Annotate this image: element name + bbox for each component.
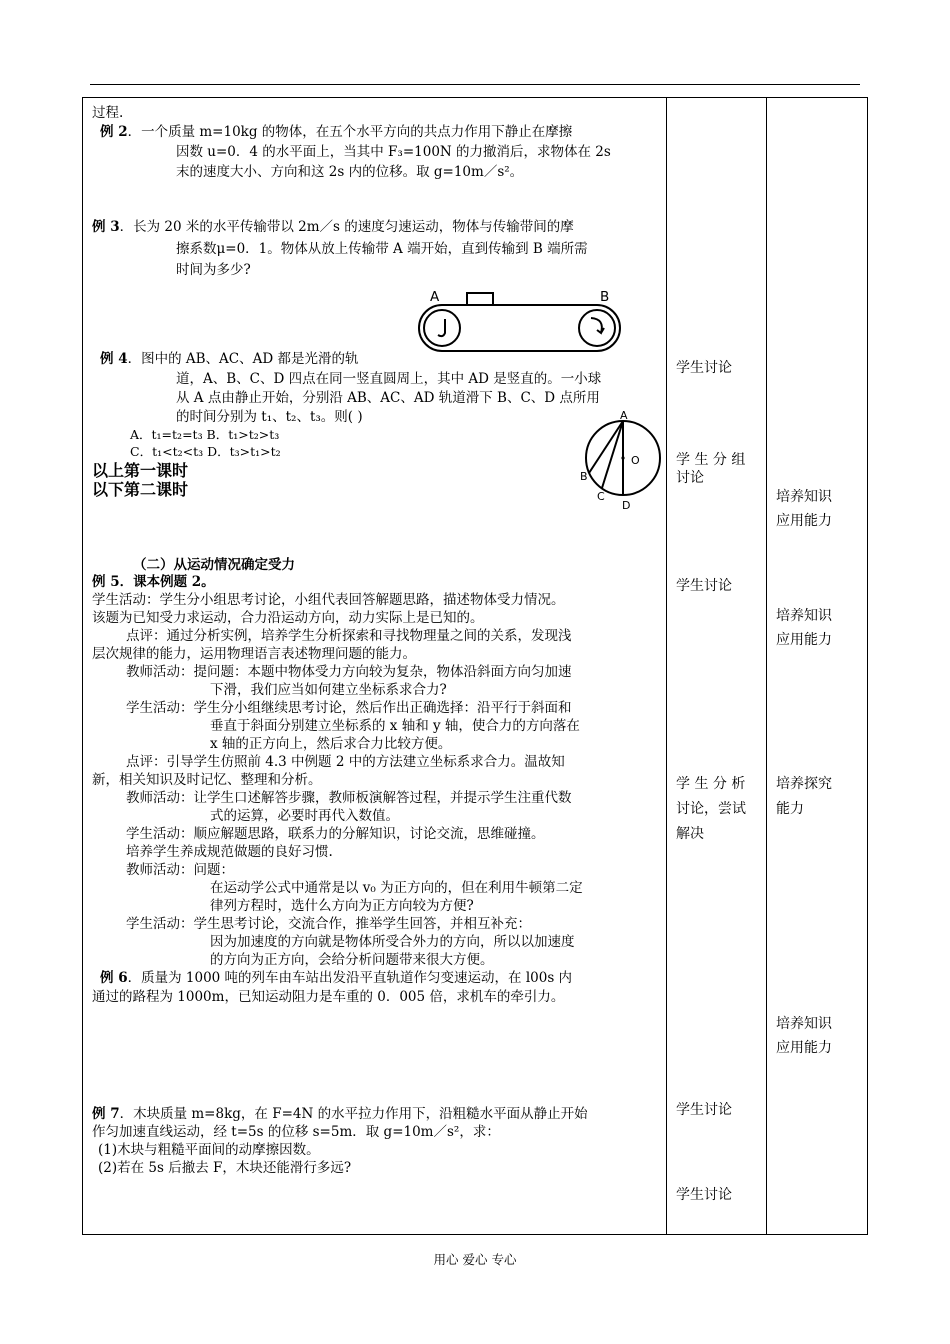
- example-3-line: 擦系数μ=0．1。物体从放上传输带 A 端开始，直到传输到 B 端所需: [176, 241, 588, 257]
- conveyor-belt-figure: [415, 286, 625, 356]
- example-5-line: 学生活动：顺应解题思路，联系力的分解知识，讨论交流，思维碰撞。: [126, 826, 545, 842]
- section-heading: （二）从运动情况确定受力: [133, 557, 295, 573]
- example-5-line: 培养学生养成规范做题的良好习惯.: [126, 844, 333, 860]
- example-4-line: 从 A 点由静止开始，分别沿 AB、AC、AD 轨道滑下 B、C、D 点所用: [176, 390, 600, 406]
- example-5-label: 例 5．课本例题 2。: [92, 574, 215, 590]
- goal-note: 培养探究: [776, 776, 832, 792]
- example-3-line: ．长为 20 米的水平传输带以 2m／s 的速度匀速运动，物体与传输带间的摩: [119, 219, 574, 235]
- student-note: 学 生 分 组: [676, 452, 746, 468]
- example-5-line: 该题为已知受力求运动，合力沿运动方向，动力实际上是已知的。: [92, 610, 484, 626]
- example-4-option: A．t₁=t₂=t₃ B．t₁>t₂>t₃: [130, 427, 280, 442]
- example-4-option: C．t₁<t₂<t₃ D．t₃>t₁>t₂: [130, 444, 281, 459]
- circle-label-b: B: [580, 470, 588, 483]
- goal-note: 应用能力: [776, 513, 832, 529]
- circle-label-o: O: [631, 454, 640, 467]
- example-2-label: 例 2: [100, 124, 128, 140]
- example-5-line: 点评：引导学生仿照前 4.3 中例题 2 中的方法建立坐标系求合力。温故知: [126, 754, 565, 770]
- example-5-line: 下滑，我们应当如何建立坐标系求合力?: [210, 682, 447, 698]
- belt-label-a: A: [430, 289, 440, 305]
- example-4-line: 道，A、B、C、D 四点在同一竖直圆周上，其中 AD 是竖直的。一小球: [176, 371, 602, 387]
- example-5-line: 学生活动：学生分小组思考讨论，小组代表回答解题思路，描述物体受力情况。: [92, 592, 565, 608]
- example-5-line: 律列方程时，选什么方向为正方向较为方便?: [210, 898, 474, 914]
- example-3-label: 例 3: [92, 219, 120, 235]
- example-5-line: 学生活动：学生分小组继续思考讨论，然后作出正确选择：沿平行于斜面和: [126, 700, 572, 716]
- example-2-line: ．一个质量 m=10kg 的物体，在五个水平方向的共点力作用下静止在摩擦: [127, 124, 573, 140]
- column-divider-2: [766, 97, 767, 1235]
- lesson-2-marker: 以下第二课时: [92, 480, 189, 499]
- goal-note: 能力: [776, 801, 804, 817]
- circle-label-c: C: [597, 490, 605, 503]
- student-note: 学生讨论: [676, 360, 732, 376]
- example-5-line: 教师活动：提问题：本题中物体受力方向较为复杂，物体沿斜面方向匀加速: [126, 664, 572, 680]
- example-4: [100, 350, 359, 368]
- goal-note: 培养知识: [776, 1016, 832, 1032]
- example-5-line: 学生活动：学生思考讨论，交流合作，推举学生回答，并相互补充：: [126, 916, 531, 932]
- example-5-line: 教师活动：问题：: [126, 862, 234, 878]
- lesson-1-marker: 以上第一课时: [92, 461, 189, 480]
- example-5-line: 垂直于斜面分别建立坐标系的 x 轴和 y 轴，使合力的方向落在: [210, 718, 580, 734]
- example-5-line: 因为加速度的方向就是物体所受合外力的方向，所以以加速度: [210, 934, 575, 950]
- goal-note: 培养知识: [776, 489, 832, 505]
- example-6-line: 通过的路程为 1000m，已知运动阻力是车重的 0．005 倍，求机车的牵引力。: [92, 989, 565, 1005]
- example-6-label: 例 6: [100, 970, 128, 986]
- example-7-line: (2)若在 5s 后撤去 F，木块还能滑行多远?: [98, 1160, 352, 1176]
- example-5-line: 的方向为正方向，会给分析问题带来很大方便。: [210, 952, 494, 968]
- header-rule: [90, 84, 860, 85]
- example-5-line: 层次规律的能力，运用物理语言表述物理问题的能力。: [92, 646, 416, 662]
- intro-text: 过程.: [92, 105, 124, 121]
- example-7-line: 作匀加速直线运动，经 t=5s 的位移 s=5m．取 g=10m／s²，求：: [92, 1124, 500, 1140]
- student-note: 解决: [676, 826, 704, 842]
- goal-note: 应用能力: [776, 632, 832, 648]
- example-4-line: 的时间分别为 t₁、t₂、t₃。则( ): [176, 409, 363, 425]
- student-note: 学生讨论: [676, 1102, 732, 1118]
- example-5-line: 教师活动：让学生口述解答步骤，教师板演解答过程，并提示学生注重代数: [126, 790, 572, 806]
- column-divider-1: [666, 97, 667, 1235]
- student-note: 学 生 分 析: [676, 776, 746, 792]
- example-7-line: ．木块质量 m=8kg，在 F=4N 的水平拉力作用下，沿粗糙水平面从静止开始: [119, 1106, 588, 1122]
- example-5-line: 点评：通过分析实例，培养学生分析探索和寻找物理量之间的关系，发现浅: [126, 628, 572, 644]
- example-4-line: ．图中的 AB、AC、AD 都是光滑的轨: [127, 351, 359, 367]
- student-note: 讨论，尝试: [676, 801, 746, 817]
- circle-label-d: D: [622, 499, 631, 512]
- example-6: [100, 969, 572, 987]
- example-5-line: 式的运算，必要时再代入数值。: [210, 808, 399, 824]
- example-7-line: (1)木块与粗糙平面间的动摩擦因数。: [98, 1142, 320, 1158]
- example-3: [92, 218, 574, 236]
- example-7-label: 例 7: [92, 1106, 120, 1122]
- example-6-line: ．质量为 1000 吨的列车由车站出发沿平直轨道作匀变速运动，在 l00s 内: [127, 970, 573, 986]
- example-2-line: 末的速度大小、方向和这 2s 内的位移。取 g=10m／s²。: [176, 164, 524, 180]
- belt-label-b: B: [600, 289, 610, 305]
- example-5-line: 新，相关知识及时记忆、整理和分析。: [92, 772, 322, 788]
- example-4-label: 例 4: [100, 351, 128, 367]
- example-2: [100, 123, 572, 141]
- student-note: 讨论: [676, 470, 704, 486]
- student-note: 学生讨论: [676, 1187, 732, 1203]
- goal-note: 应用能力: [776, 1040, 832, 1056]
- example-2-line: 因数 u=0．4 的水平面上，当其中 F₃=100N 的力撤消后，求物体在 2s: [176, 144, 611, 160]
- example-7: [92, 1105, 588, 1123]
- goal-note: 培养知识: [776, 608, 832, 624]
- page-footer: 用心 爱心 专心: [433, 1252, 517, 1267]
- student-note: 学生讨论: [676, 578, 732, 594]
- example-5-line: x 轴的正方向上，然后求合力比较方便。: [210, 736, 452, 752]
- example-5-line: 在运动学公式中通常是以 v₀ 为正方向的，但在利用牛顿第二定: [210, 880, 583, 896]
- circle-label-a: A: [620, 409, 628, 422]
- example-3-line: 时间为多少?: [176, 262, 251, 278]
